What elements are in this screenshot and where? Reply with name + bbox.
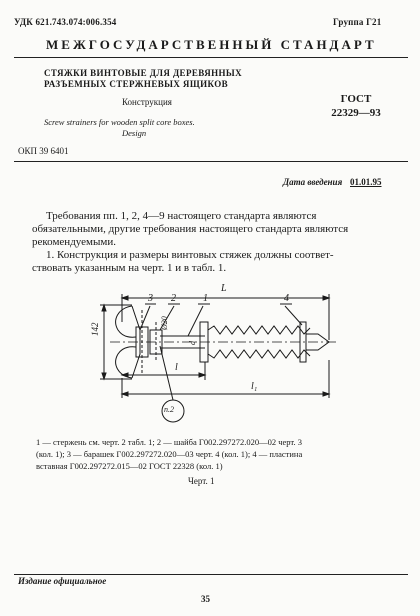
- callout-1: 1: [203, 293, 208, 304]
- detail-callout-label: п.2: [164, 405, 174, 414]
- footer-rule: [14, 574, 408, 575]
- paragraph-2-line1: 1. Конструкция и размеры винтовых стяжек должны соответ-: [46, 249, 334, 261]
- intro-date-label: Дата введения: [283, 177, 343, 187]
- callout-3: 3: [148, 293, 153, 304]
- subject-line2: РАЗЪЕМНЫХ СТЕРЖНЕВЫХ ЯЩИКОВ: [44, 79, 229, 89]
- edition-note: Издание официальное: [18, 576, 107, 586]
- english-title-line1: Screw strainers for wooden split core boxes.: [44, 117, 195, 127]
- paragraph-1-line3: рекомендуемыми.: [32, 236, 116, 248]
- english-title-line2: Design: [122, 128, 147, 138]
- dimension-l1-label: l₁: [251, 381, 258, 392]
- gost-label: ГОСТ: [340, 93, 372, 105]
- group-code: Группа Г21: [333, 17, 382, 27]
- wing-nut-upper-wing: [116, 306, 136, 337]
- legend-line1: 1 — стержень см. черт. 2 табл. 1; 2 — шайба Г002.297272.020—02 черт. 3: [36, 437, 302, 447]
- dimension-142-label: 142: [90, 322, 100, 336]
- paragraph-1-line2: обязательными, другие требования настоящего стандарта являются: [32, 223, 349, 235]
- construction-label: Конструкция: [122, 97, 172, 107]
- legend-line3: вставная Г002.297272.015—02 ГОСТ 22328 (кол. 1): [36, 461, 223, 471]
- paragraph-2-line2: ствовать указанным на черт. 1 и в табл. 1.: [32, 262, 227, 274]
- threaded-section-top: [208, 326, 310, 334]
- intro-date-value: 01.01.95: [350, 177, 382, 187]
- callout-4: 4: [284, 293, 289, 304]
- dimension-L-label: L: [221, 283, 227, 294]
- callout-2: 2: [171, 293, 176, 304]
- threaded-section-bottom: [208, 350, 310, 358]
- subject-line1: СТЯЖКИ ВИНТОВЫЕ ДЛЯ ДЕРЕВЯННЫХ: [44, 68, 243, 78]
- okp-code: ОКП 39 6401: [18, 146, 69, 156]
- gost-number: 22329—93: [331, 107, 381, 119]
- standard-title: МЕЖГОСУДАРСТВЕННЫЙ СТАНДАРТ: [46, 37, 377, 52]
- paragraph-1-line1: Требования пп. 1, 2, 4—9 настоящего стандарта являются: [46, 210, 317, 222]
- dimension-d-label: d: [188, 341, 197, 345]
- page-number: 35: [201, 594, 210, 604]
- udk-code: УДК 621.743.074:006.354: [14, 17, 117, 27]
- figure-caption: Черт. 1: [188, 476, 215, 486]
- dimension-l-label: l: [175, 362, 178, 373]
- legend-line2: (кол. 1); 3 — барашек Г002.297272.020—03 черт. 4 (кол. 1); 4 — пластина: [36, 449, 303, 459]
- dimension-d20-label: Ø20: [160, 316, 169, 330]
